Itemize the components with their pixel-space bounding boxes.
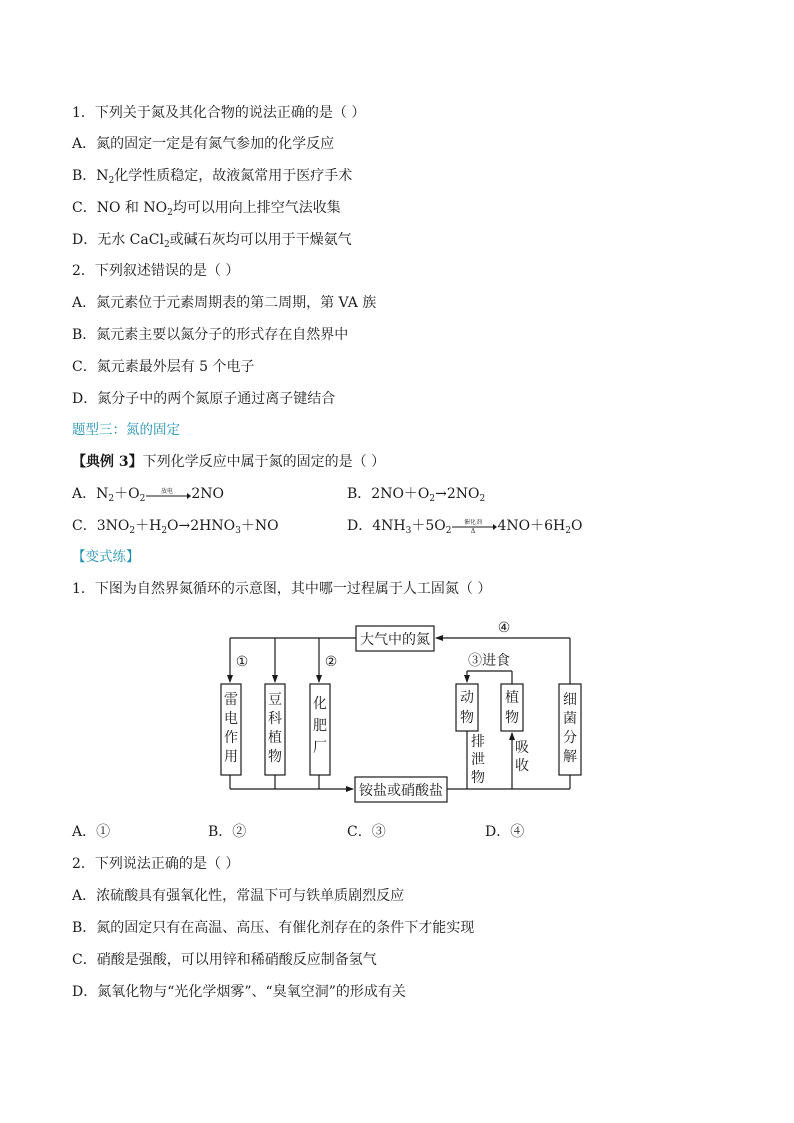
legume-label: 物 — [268, 749, 282, 765]
bacteria-label: 细 — [563, 692, 577, 708]
excrete-label: 物 — [471, 770, 485, 786]
q1-option-b: B．$N_2$化学性质稳定，故液氮常用于医疗手术 — [72, 168, 353, 186]
salts-label: 铵盐或硝酸盐 — [359, 783, 443, 799]
reaction-arrow-icon — [145, 487, 191, 501]
lightning-label: 作 — [224, 730, 238, 746]
q2-option-b: B．氮元素主要以氮分子的形式存在自然界中 — [72, 327, 349, 343]
practice-label: 【变式练】 — [72, 549, 140, 565]
animal-label: 物 — [460, 710, 474, 726]
example3-stem: 【典例 3】下列化学反应中属于氮的固定的是（ ） — [72, 454, 386, 470]
q2-option-a: A．氮元素位于元素周期表的第二周期，第 VA 族 — [72, 295, 377, 311]
p1-option-c: C．③ — [347, 824, 386, 840]
q1-option-d: D．无水 CaCl$_2$或碱石灰均可以用于干燥氨气 — [72, 232, 352, 250]
q2-option-d: D．氮分子中的两个氮原子通过离子键结合 — [72, 391, 336, 407]
bacteria-label: 菌 — [563, 711, 577, 727]
legume-label: 植 — [268, 730, 282, 746]
p1-option-d: D．④ — [485, 824, 525, 840]
plant-label: 植 — [505, 690, 519, 706]
p1-stem: 1．下图为自然界氮循环的示意图，其中哪一过程属于人工固氮（ ） — [72, 581, 492, 597]
absorb-label: 收 — [515, 758, 529, 774]
example3-option-c: C．$3NO_2+H_2O\to 2HNO_3+NO$ — [72, 518, 279, 536]
fertilizer-label: 化 — [313, 696, 327, 712]
example3-tag: 【典例 3】 — [72, 454, 143, 470]
q2-option-c: C．氮元素最外层有 5 个电子 — [72, 359, 255, 375]
p1-option-b: B．② — [208, 824, 247, 840]
lightning-label: 用 — [224, 749, 238, 765]
p1-option-a: A．① — [72, 824, 111, 840]
arrow-catalyst-label: 催化剂 — [464, 519, 483, 526]
bacteria-label: 分 — [563, 730, 577, 746]
p2-option-c: C．硝酸是强酸，可以用锌和稀硝酸反应制备氢气 — [72, 952, 377, 968]
p2-option-b: B．氮的固定只有在高温、高压、有催化剂存在的条件下才能实现 — [72, 920, 475, 936]
q2-stem: 2．下列叙述错误的是（ ） — [72, 263, 240, 279]
arrow-condition-label: 放电 — [161, 488, 174, 495]
nitrogen-cycle-diagram — [218, 618, 588, 803]
excrete-label: 泄 — [471, 752, 485, 768]
atmosphere-label: 大气中的氮 — [360, 632, 430, 648]
absorb-label: 吸 — [515, 740, 529, 756]
legume-label: 科 — [268, 711, 282, 727]
fertilizer-label: 厂 — [313, 740, 327, 756]
process-1-label: ① — [235, 654, 249, 670]
example3-option-d: D．$4NH_3+5O_2$ 催化剂 Δ $4NO+6H_2O$ — [347, 518, 583, 536]
arrow-heat-label: Δ — [471, 528, 476, 533]
lightning-label: 雷 — [224, 692, 238, 708]
example3-option-b: B．$2NO+O_2\to 2NO_2$ — [347, 486, 486, 504]
process-3-label: ③进食 — [468, 653, 510, 669]
p2-option-d: D．氮氧化物与“光化学烟雾”、“臭氧空洞”的形成有关 — [72, 984, 406, 1000]
animal-label: 动 — [460, 690, 474, 706]
process-4-label: ④ — [497, 620, 511, 636]
legume-label: 豆 — [268, 692, 282, 708]
plant-label: 物 — [505, 710, 519, 726]
bacteria-label: 解 — [563, 749, 577, 765]
q1-option-c: C．NO 和 $NO_2$均可以用向上排空气法收集 — [72, 200, 341, 218]
reaction-arrow-icon — [451, 519, 497, 533]
p2-stem: 2．下列说法正确的是（ ） — [72, 856, 240, 872]
section-title: 题型三：氮的固定 — [72, 422, 180, 438]
example3-option-a: A．$N_2+O_2$ 放电 2NO — [72, 486, 224, 504]
process-2-label: ② — [324, 654, 338, 670]
excrete-label: 排 — [471, 734, 485, 750]
q1-option-a: A．氮的固定一定是有氮气参加的化学反应 — [72, 136, 335, 152]
q1-stem: 1．下列关于氮及其化合物的说法正确的是（ ） — [72, 105, 366, 121]
p2-option-a: A．浓硫酸具有强氧化性，常温下可与铁单质剧烈反应 — [72, 888, 405, 904]
lightning-label: 电 — [224, 711, 238, 727]
fertilizer-label: 肥 — [313, 718, 327, 734]
